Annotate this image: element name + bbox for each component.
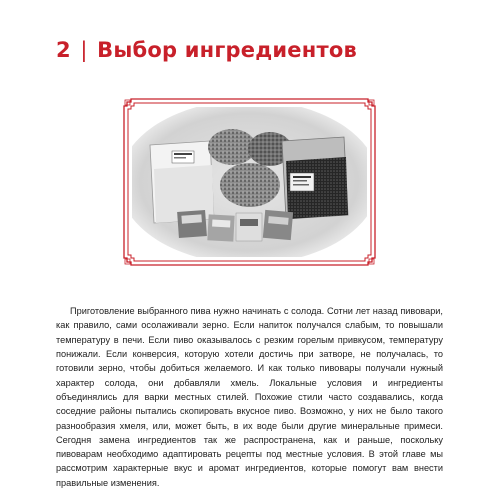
chapter-heading — [56, 38, 357, 62]
ingredients-photo — [132, 107, 367, 257]
chapter-number: 2 — [56, 38, 71, 62]
chapter-title: Выбор ингредиентов — [97, 38, 357, 62]
body-paragraph: Приготовление выбранного пива нужно начинать с солода. Сотни лет назад пивовари, как правило, сами осолаживали зерно. Если напиток получался слабым, то повышали температуру в печи. Если пиво оказывалось с резким горелым привкусом, температуру понижали. Если конверсия, которую хотели достичь при затворе, не получалась, то готовили зерно, чтобы добиться желаемого. И как только пивовары получали нужный характер солода, они добавляли хмель. Локальные условия и ингредиенты объединялись для варки местных стилей. Похожие стили часто создавались, когда соседние районы пытались скопировать вкусное пиво. Возможно, у них не было такого разнообразия хмеля, или, может быть, в их воде были другие минеральные примеси. Сегодня замена ингредиентов так же распространена, как и раньше, поскольку пивоварам необходимо адаптировать рецепты под местные условия. В этой главе мы рассмотрим характерные вкус и аромат ингредиентов, которые помогут вам внести правильные изменения. — [56, 306, 443, 488]
chapter-separator: | — [80, 38, 88, 62]
